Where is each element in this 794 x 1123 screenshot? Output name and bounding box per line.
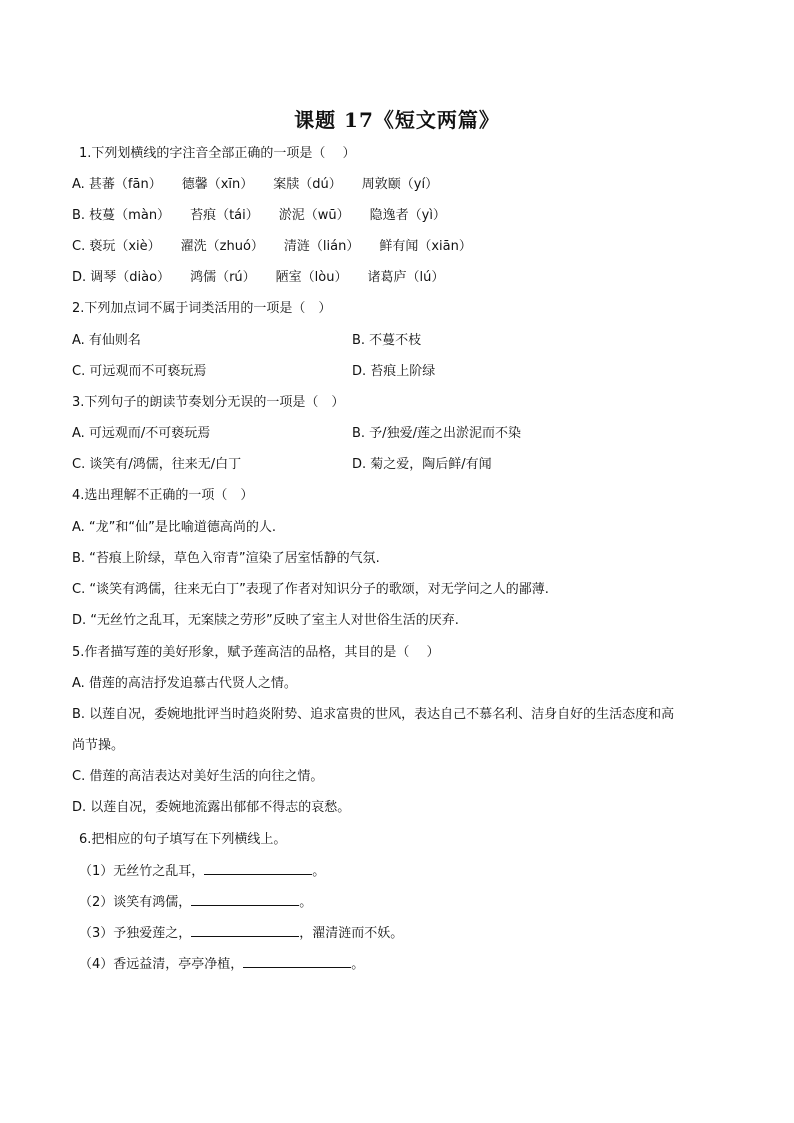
question-6-line-4 — [79, 955, 364, 974]
question-4-stem: 4.选出理解不正确的一项（ ） — [72, 488, 254, 503]
option-b-item-4: 隐逸者（yì） — [369, 208, 446, 223]
option-d-item-2: 鸿儒（rú） — [190, 270, 256, 285]
option-c-item-4: 鲜有闻（xiān） — [379, 239, 472, 254]
question-3-option-b: B. 予/独爱/莲之出淤泥而不染 — [352, 426, 521, 441]
option-d-item-1: D. 调琴（diào） — [72, 270, 171, 285]
question-3-option-c: C. 谈笑有/鸿儒，往来无/白丁 — [72, 457, 242, 472]
question-3-stem: 3.下列句子的朗读节奏划分无误的一项是（ ） — [72, 395, 345, 410]
question-2-option-a: A. 有仙则名 — [72, 333, 141, 348]
question-2-stem: 2.下列加点词不属于词类活用的一项是（ ） — [72, 301, 332, 316]
option-c-item-3: 清涟（lián） — [283, 239, 360, 254]
answer-blank-1[interactable] — [204, 862, 312, 875]
option-a-item-3: 案牍（dú） — [273, 177, 342, 192]
answer-blank-2[interactable] — [191, 893, 299, 906]
option-d-item-3: 陋室（lòu） — [275, 270, 348, 285]
question-6-line-2 — [79, 893, 312, 912]
question-4-option-d: D. “无丝竹之乱耳，无案牍之劳形”反映了室主人对世俗生活的厌弃. — [72, 613, 459, 628]
line-2-prefix: （2）谈笑有鸿儒， — [79, 895, 192, 910]
question-4-option-c: C. “谈笑有鸿儒，往来无白丁”表现了作者对知识分子的歌颂，对无学问之人的鄙薄. — [72, 582, 549, 597]
question-5-option-c: C. 借莲的高洁表达对美好生活的向往之情。 — [72, 769, 324, 784]
question-6-line-1 — [79, 862, 325, 881]
answer-blank-3[interactable] — [191, 924, 299, 937]
line-4-suffix: 。 — [351, 957, 365, 972]
option-c-item-1: C. 亵玩（xiè） — [72, 239, 161, 254]
question-1-option-c — [72, 238, 492, 256]
question-5-option-a: A. 借莲的高洁抒发追慕古代贤人之情。 — [72, 676, 297, 691]
question-1-option-a — [72, 176, 458, 194]
option-a-item-1: A. 甚蕃（fān） — [72, 177, 162, 192]
question-5-option-b-line-2: 尚节操。 — [72, 738, 125, 753]
option-a-item-4: 周敦颐（yí） — [361, 177, 439, 192]
line-3-suffix: ，濯清涟而不妖。 — [299, 926, 404, 941]
line-2-suffix: 。 — [299, 895, 313, 910]
line-1-suffix: 。 — [312, 864, 326, 879]
question-6-line-3 — [79, 924, 403, 943]
question-5-option-d: D. 以莲自况，委婉地流露出郁郁不得志的哀愁。 — [72, 800, 351, 815]
line-3-prefix: （3）予独爱莲之， — [79, 926, 192, 941]
question-1-option-d — [72, 269, 464, 287]
question-5-option-b-line-1: B. 以莲自况，委婉地批评当时趋炎附势、追求富贵的世风，表达自己不慕名利、洁身自好的生活态度和高 — [72, 707, 675, 722]
question-2-option-c: C. 可远观而不可亵玩焉 — [72, 364, 207, 379]
answer-blank-4[interactable] — [243, 955, 351, 968]
question-2-option-d: D. 苔痕上阶绿 — [352, 364, 436, 379]
option-b-item-3: 淤泥（wū） — [278, 208, 350, 223]
question-3-option-a: A. 可远观而/不可亵玩焉 — [72, 426, 211, 441]
question-6-stem: 6.把相应的句子填写在下列横线上。 — [79, 832, 287, 847]
page-title: 课题 17《短文两篇》 — [294, 108, 500, 132]
option-b-item-1: B. 枝蔓（màn） — [72, 208, 171, 223]
option-a-item-2: 德馨（xīn） — [181, 177, 254, 192]
question-3-option-d: D. 菊之爱，陶后鲜/有闻 — [352, 457, 492, 472]
line-4-prefix: （4）香远益清，亭亭净植， — [79, 957, 244, 972]
question-4-option-a: A. “龙”和“仙”是比喻道德高尚的人. — [72, 520, 277, 535]
question-1-option-b — [72, 207, 466, 225]
question-2-option-b: B. 不蔓不枝 — [352, 333, 422, 348]
option-d-item-4: 诸葛庐（lú） — [367, 270, 445, 285]
question-5-stem: 5.作者描写莲的美好形象，赋予莲高洁的品格，其目的是（ ） — [72, 645, 440, 660]
question-1-stem: 1.下列划横线的字注音全部正确的一项是（ ） — [79, 146, 356, 161]
option-b-item-2: 苔痕（tái） — [190, 208, 259, 223]
line-1-prefix: （1）无丝竹之乱耳， — [79, 864, 205, 879]
option-c-item-2: 濯洗（zhuó） — [180, 239, 264, 254]
question-4-option-b: B. “苔痕上阶绿，草色入帘青”渲染了居室恬静的气氛. — [72, 551, 380, 566]
